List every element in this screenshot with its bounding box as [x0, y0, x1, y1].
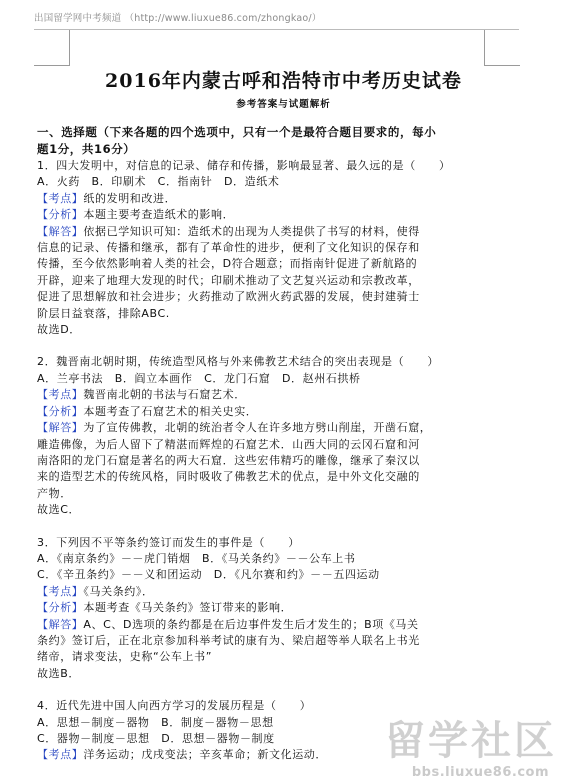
q4-stem: 4．近代先进中国人向西方学习的发展历程是（ ） — [37, 699, 312, 713]
q2-jieda-line: 南洛阳的龙门石窟是著名的两大石窟．这些宏伟精巧的雕像，继承了秦汉以 — [37, 453, 420, 467]
q2-jieda-text: 为了宣传佛教，北朝的统治者令人在许多地方劈山削崖，开凿石窟， — [83, 421, 432, 435]
q1-jieda-tag: 【解答】 — [37, 224, 84, 238]
q2-jieda-line: 产物． — [37, 486, 72, 500]
page-header-source: 出国留学网中考频道 （http://www.liuxue86.com/zhongkao/） — [34, 13, 322, 24]
q2-stem: 2．魏晋南北朝时期，传统造型风格与外来佛教艺术结合的突出表现是（ ） — [37, 355, 439, 369]
q2-jieda-line: 来的造型艺术的传统风格，同时吸收了佛教艺术的优点，是中外文化交融的 — [37, 470, 420, 484]
q4-options-line-1: A．思想－制度－器物 B．制度－器物－思想 — [37, 715, 274, 729]
section-heading-line-2: 题1分，共16分） — [37, 142, 136, 156]
q3-fenxi — [37, 600, 527, 616]
q3-fenxi-tag: 【分析】 — [37, 601, 84, 615]
watermark-url: bbs.liuxue86.com — [411, 765, 549, 780]
q1-jieda-line: 阶层日益衰落，排除ABC. — [37, 306, 170, 320]
q3-options-line-1: A．《南京条约》－－虎门销烟 B．《马关条约》－－公车上书 — [37, 551, 356, 565]
q1-kaodian — [37, 191, 527, 207]
document-title: 2016年内蒙古呼和浩特市中考历史试卷 — [105, 70, 462, 92]
q2-fenxi — [37, 404, 527, 420]
q1-fenxi-tag: 【分析】 — [37, 208, 84, 222]
q3-kaodian — [37, 584, 527, 600]
q2-kaodian-tag: 【考点】 — [37, 388, 84, 402]
crop-mark-top-left — [34, 30, 70, 66]
q2-jieda-line — [37, 420, 527, 436]
q3-jieda-line — [37, 617, 527, 633]
q1-fenxi-text: 本题主要考查造纸术的影响． — [83, 208, 235, 222]
q1-options: A．火药 B．印刷术 C．指南针 D．造纸术 — [37, 175, 280, 189]
q3-jieda-line: 条约》签订后，正在北京参加科举考试的康有为、梁启超等举人联名上书光 — [37, 633, 420, 647]
q3-stem: 3．下列因不平等条约签订而发生的事件是（ ） — [37, 535, 300, 549]
q2-answer: 故选C． — [37, 503, 81, 517]
q2-options: A．兰亭书法 B．阎立本画作 C．龙门石窟 D．赵州石拱桥 — [37, 371, 361, 385]
q1-kaodian-text: 纸的发明和改进． — [83, 191, 177, 205]
q4-kaodian-text: 洋务运动；戊戌变法；辛亥革命；新文化运动． — [83, 748, 328, 762]
q4-kaodian-tag: 【考点】 — [37, 748, 84, 762]
q1-stem: 1．四大发明中，对信息的记录、储存和传播，影响最显著、最久远的是（ ） — [37, 159, 451, 172]
q2-jieda-tag: 【解答】 — [37, 421, 84, 435]
q1-jieda-line — [37, 224, 527, 240]
q1-answer: 故选D． — [37, 323, 81, 337]
q3-jieda-tag: 【解答】 — [37, 617, 84, 631]
document-subtitle: 参考答案与试题解析 — [236, 99, 331, 110]
q1-kaodian-tag: 【考点】 — [37, 191, 84, 205]
q1-jieda-line: 开辟，迎来了地理大发现的时代；印刷术推动了文艺复兴运动和宗教改革， — [37, 273, 420, 287]
question-gap — [37, 338, 527, 354]
q1-jieda-text: 依据已学知识可知：造纸术的出现为人类提供了书写的材料，使得 — [83, 224, 420, 238]
q3-kaodian-tag: 【考点】 — [37, 584, 84, 598]
watermark-logo: 留学社区 — [385, 718, 557, 764]
q1-jieda-line: 促进了思想解放和社会进步；火药推动了欧洲火药武器的发展，使封建骑士 — [37, 290, 420, 304]
header-rule — [34, 29, 519, 30]
document-body — [37, 124, 527, 764]
q1-jieda-line: 传播，至今依然影响着人类的社会，D符合题意；而指南针促进了新航路的 — [37, 257, 418, 271]
q3-options-line-2: C．《辛丑条约》－－义和团运动 D．《凡尔赛和约》－－五四运动 — [37, 568, 380, 582]
q2-kaodian — [37, 387, 527, 403]
q2-jieda-line: 雕造佛像，为后人留下了精湛而辉煌的石窟艺术．山西大同的云冈石窟和河 — [37, 437, 420, 451]
q1-fenxi — [37, 207, 527, 223]
question-gap — [37, 682, 527, 698]
q3-answer: 故选B． — [37, 666, 80, 680]
q1-jieda-line: 信息的记录、传播和继承，都有了革命性的进步，便利了文化知识的保存和 — [37, 241, 420, 255]
q3-jieda-line: 绪帝，请求变法，史称“公车上书” — [37, 650, 212, 664]
q2-kaodian-text: 魏晋南北朝的书法与石窟艺术． — [83, 388, 246, 402]
q2-fenxi-tag: 【分析】 — [37, 404, 84, 418]
q3-kaodian-text: 《马关条约》． — [83, 584, 154, 598]
q2-fenxi-text: 本题考查了石窟艺术的相关史实． — [83, 404, 258, 418]
q3-fenxi-text: 本题考查《马关条约》签订带来的影响． — [83, 601, 293, 615]
crop-mark-top-right — [484, 30, 520, 66]
q3-jieda-text: A、C、D选项的条约都是在后边事件发生后才发生的；B项《马关 — [83, 617, 419, 631]
q4-options-line-2: C．器物－制度－思想 D．思想－器物－制度 — [37, 732, 275, 745]
question-gap — [37, 519, 527, 535]
section-heading-line-1: 一、选择题（下来各题的四个选项中，只有一个是最符合题目要求的，每小 — [37, 125, 437, 139]
